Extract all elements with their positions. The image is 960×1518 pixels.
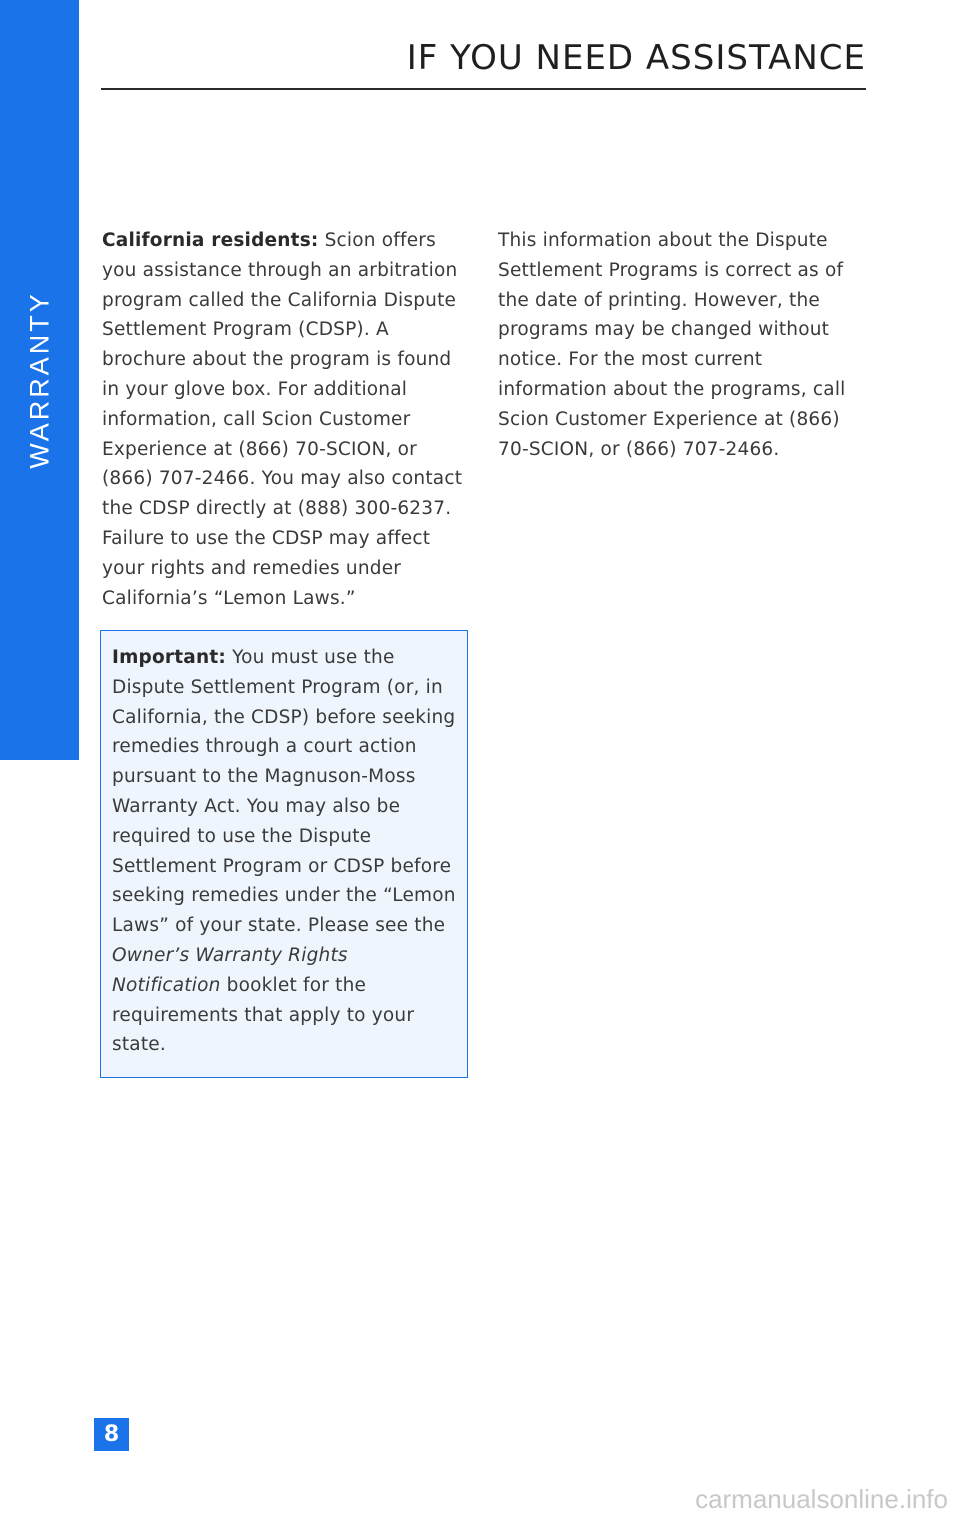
important-body-start: You must use the Dispute Settlement Program (or, in California, the CDSP) before seeking remedies through a court action pursuant to the Magnuson-Moss Warranty Act. You may also be required to use the Dispute Settlement Program or CDSP before seeking remedies under the “Lemon Laws” of your state. Please see the bbox=[112, 647, 456, 937]
booklet-title: Owner’s Warranty Rights Notification bbox=[112, 944, 348, 996]
page-title: IF YOU NEED ASSISTANCE bbox=[406, 38, 866, 78]
important-paragraph bbox=[112, 643, 456, 1060]
california-body: Scion offers you assistance through an arbitration program called the California Dispute Settlement Program (CDSP). A brochure about the program is found in your glove box. For additional information, call Scion Customer Experience at (866) 70-SCION, or (866) 707-2466. You may also contact the CDSP directly at (888) 300-6237. Failure to use the CDSP may affect your rights and remedies under California’s “Lemon Laws.” bbox=[102, 230, 463, 609]
right-column bbox=[498, 226, 870, 464]
california-lead: California residents: bbox=[102, 230, 319, 251]
left-column bbox=[102, 226, 470, 613]
important-lead: Important: bbox=[112, 647, 226, 668]
california-paragraph bbox=[102, 226, 470, 613]
title-divider bbox=[101, 88, 866, 90]
important-note-box bbox=[100, 630, 468, 1078]
watermark-logo: carmanualsonline.info bbox=[695, 1484, 948, 1514]
side-tab-label: WARRANTY bbox=[24, 291, 55, 469]
warranty-side-tab bbox=[0, 0, 79, 760]
page-number: 8 bbox=[94, 1418, 129, 1451]
important-body-end: booklet for the requirements that apply to your state. bbox=[112, 974, 415, 1056]
dispute-info-paragraph: This information about the Dispute Settlement Programs is correct as of the date of printing. However, the programs may be changed without notice. For the most current information about the programs, call Scion Customer Experience at (866) 70-SCION, or (866) 707-2466. bbox=[498, 230, 846, 460]
